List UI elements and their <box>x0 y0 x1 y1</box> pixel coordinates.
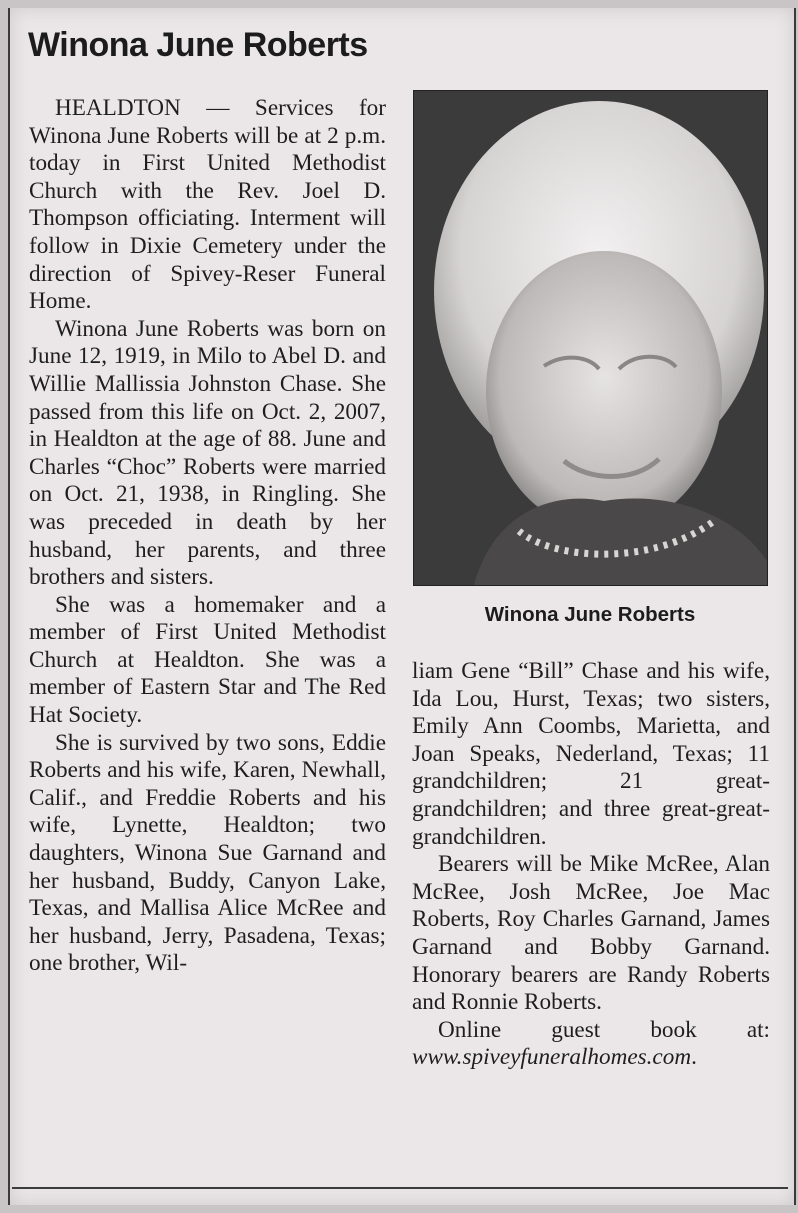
bearers-paragraph: Bearers will be Mike McRee, Alan McRee, Josh McRee, Joe Mac Roberts, Roy Charles Garnand, James Garnand and Bobby Garnand. Honorary bearers are Randy Roberts and Ronnie Roberts. <box>412 851 770 1016</box>
guest-book-paragraph: Online guest book at: www.spiveyfuneralhomes.com. <box>412 1016 770 1071</box>
bottom-divider <box>12 1187 788 1189</box>
membership-paragraph: She was a homemaker and a member of First United Methodist Church at Healdton. She was a member of Eastern Star and The Red Hat Society. <box>29 591 386 729</box>
guest-book-link[interactable]: www.spiveyfuneralhomes.com <box>412 1044 692 1071</box>
biography-paragraph: Winona June Roberts was born on June 12, 1919, in Milo to Abel D. and Willie Mallissia Johnston Chase. She passed from this life on Oct. 2, 2007, in Healdton at the age of 88. June and Charles “Choc” Roberts were married on Oct. 21, 1938, in Ringling. She was preceded in death by her husband, her parents, and three brothers and sisters. <box>29 315 386 591</box>
guest-book-label: Online guest book at: <box>438 1016 770 1043</box>
right-column <box>412 658 770 1072</box>
survivors-paragraph: She is survived by two sons, Eddie Roberts and his wife, Karen, Newhall, Calif., and Freddie Roberts and his wife, Lynette, Healdton; two daughters, Winona Sue Garnand and her husband, Buddy, Canyon Lake, Texas, and Mallisa Alice McRee and her husband, Jerry, Pasadena, Texas; one brother, Wil- <box>29 729 386 977</box>
survivors-continuation: liam Gene “Bill” Chase and his wife, Ida Lou, Hurst, Texas; two sisters, Emily Ann Coombs, Marietta, and Joan Speaks, Nederland, Texas; 11 grandchildren; 21 great-grandchildren; and three great-great-grandchildren. <box>412 658 770 850</box>
services-paragraph: HEALDTON — Services for Winona June Roberts will be at 2 p.m. today in First United Methodist Church with the Rev. Joel D. Thompson officiating. Interment will follow in Dixie Cemetery under the direction of Spivey-Reser Funeral Home. <box>29 95 386 315</box>
portrait-photo <box>413 90 768 586</box>
photo-caption: Winona June Roberts <box>484 603 696 626</box>
obituary-title: Winona June Roberts <box>28 26 368 64</box>
portrait-illustration <box>414 91 767 585</box>
left-column <box>29 95 386 978</box>
